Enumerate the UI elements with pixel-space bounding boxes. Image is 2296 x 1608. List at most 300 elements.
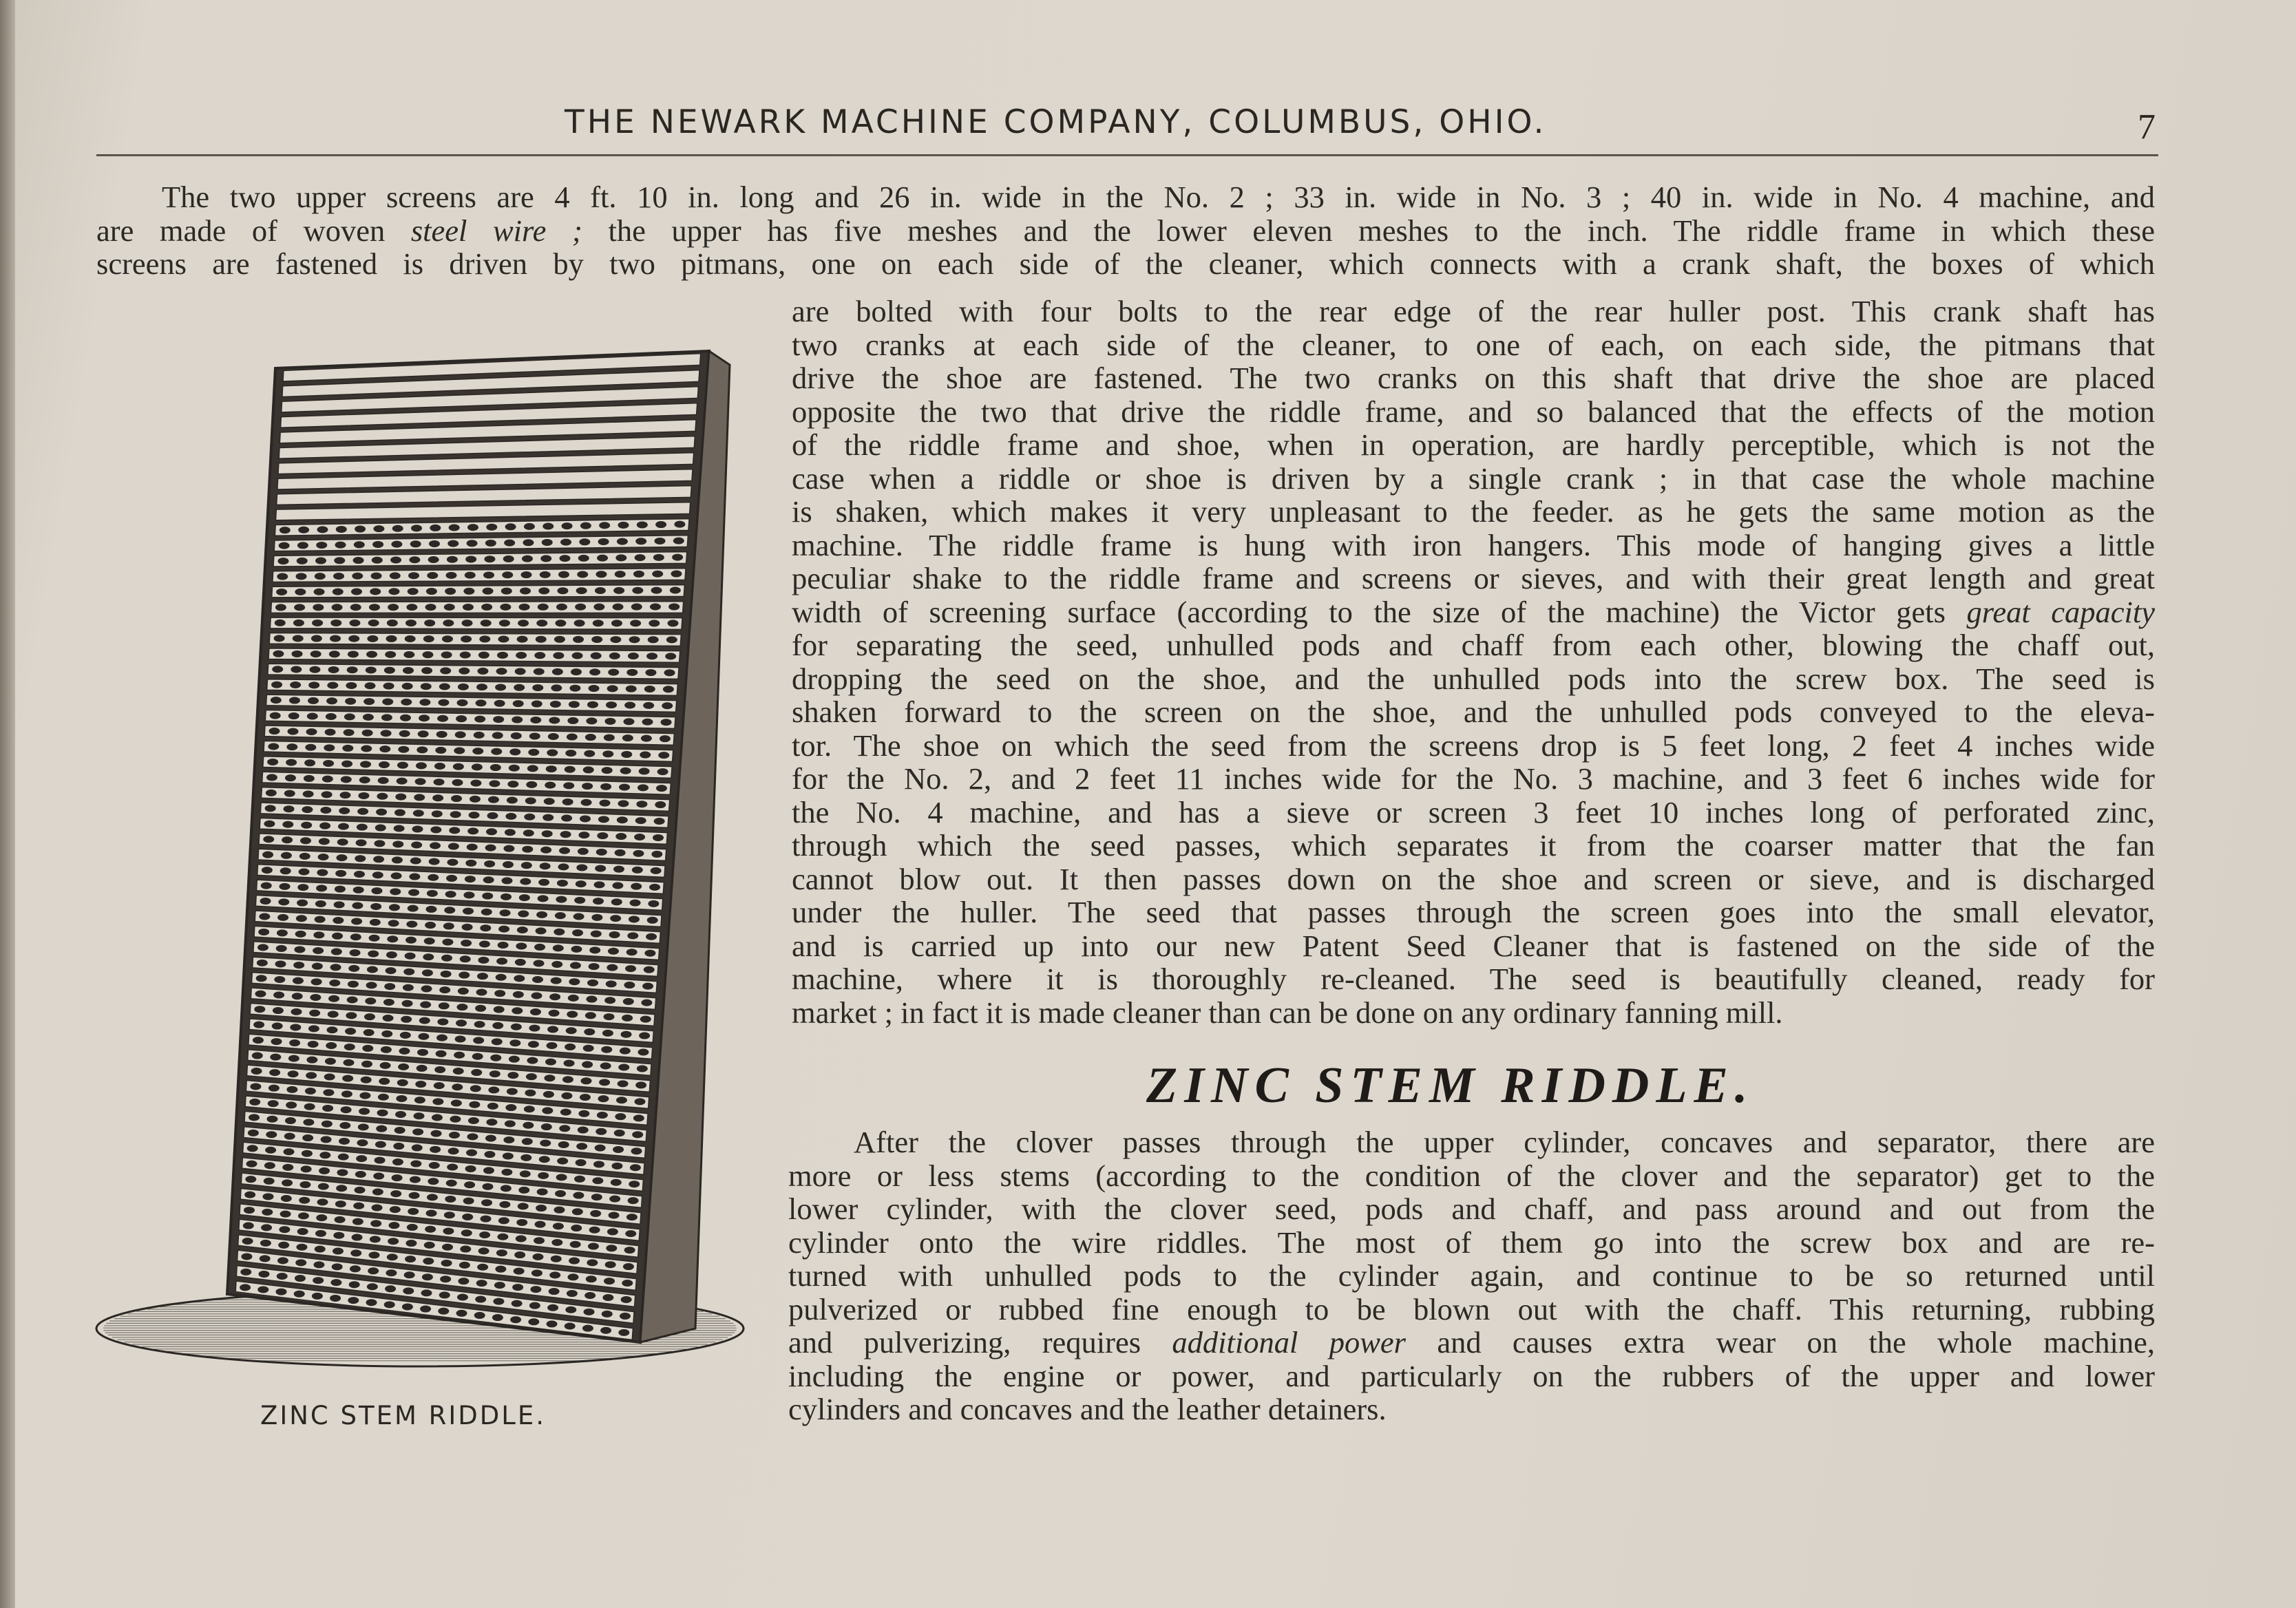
- perforation-hole: [589, 946, 600, 953]
- perforation-hole: [633, 571, 644, 578]
- perforation-hole: [288, 712, 299, 719]
- perforation-hole: [639, 768, 650, 774]
- perforation-hole: [570, 962, 581, 969]
- perforation-hole: [284, 805, 295, 812]
- perforation-hole: [271, 697, 282, 704]
- perforation-hole: [315, 900, 326, 907]
- perforation-hole: [402, 1303, 413, 1310]
- perforation-hole: [532, 976, 543, 983]
- perforation-hole: [388, 588, 399, 595]
- perforation-hole: [329, 650, 340, 657]
- perforation-hole: [408, 572, 419, 579]
- perforation-hole: [268, 1085, 280, 1092]
- perforation-hole: [463, 908, 474, 915]
- perforation-hole: [496, 974, 507, 981]
- text-line: width of screening surface (according to the size of the machine) the Victor gets great capacity: [792, 594, 2155, 629]
- figure-caption: ZINC STEM RIDDLE.: [260, 1401, 547, 1430]
- perforation-hole: [422, 1273, 433, 1280]
- perforation-hole: [432, 1114, 443, 1121]
- perforation-hole: [528, 1041, 539, 1048]
- perforation-hole: [436, 1050, 447, 1057]
- perforation-hole: [419, 715, 430, 721]
- perforation-hole: [326, 697, 337, 704]
- perforation-hole: [245, 1176, 256, 1183]
- perforation-hole: [339, 807, 350, 814]
- text-line: screens are fastened is driven by two pitmans, one on each side of the cleaner, which connects with a crank shaft, the boxes of which: [96, 246, 2155, 281]
- perforation-hole: [633, 1114, 644, 1121]
- perforation-hole: [509, 748, 520, 755]
- perforation-hole: [463, 1198, 474, 1205]
- perforation-hole: [299, 868, 310, 875]
- perforation-hole: [573, 636, 584, 643]
- perforation-hole: [366, 666, 377, 673]
- perforation-hole: [341, 1090, 352, 1097]
- perforation-hole: [442, 635, 453, 642]
- perforation-hole: [326, 713, 337, 720]
- perforation-hole: [467, 827, 478, 834]
- perforation-hole: [282, 836, 293, 843]
- perforation-hole: [518, 1203, 529, 1209]
- perforation-hole: [345, 698, 356, 705]
- perforation-hole: [367, 635, 378, 642]
- perforation-hole: [572, 653, 583, 659]
- perforation-hole: [484, 556, 495, 562]
- perforation-hole: [544, 1075, 555, 1081]
- perforation-hole: [269, 1069, 280, 1076]
- perforation-hole: [332, 604, 343, 611]
- perforation-hole: [429, 1162, 440, 1169]
- perforation-hole: [571, 668, 582, 675]
- perforation-hole: [495, 1266, 506, 1273]
- perforation-hole: [419, 699, 430, 706]
- perforation-hole: [275, 620, 286, 626]
- perforation-hole: [357, 824, 368, 831]
- perforation-hole: [415, 778, 426, 785]
- perforation-hole: [379, 1078, 390, 1085]
- perforation-hole: [583, 766, 594, 773]
- perforation-hole: [477, 973, 488, 980]
- perforation-hole: [300, 837, 311, 844]
- perforation-hole: [421, 1289, 432, 1296]
- perforation-hole: [412, 1128, 423, 1135]
- perforation-hole: [467, 1133, 478, 1140]
- perforation-hole: [264, 1162, 275, 1169]
- perforation-hole: [443, 1227, 454, 1234]
- perforation-hole: [653, 834, 664, 841]
- perforation-hole: [547, 1304, 558, 1311]
- perforation-hole: [430, 826, 441, 833]
- perforation-hole: [345, 1028, 356, 1035]
- perforation-hole: [266, 774, 277, 781]
- perforation-hole: [275, 604, 286, 611]
- perforation-hole: [355, 855, 366, 862]
- perforation-hole: [642, 983, 653, 990]
- perforation-hole: [326, 1026, 337, 1033]
- perforation-hole: [422, 969, 433, 976]
- perforation-hole: [497, 1234, 508, 1240]
- perforation-hole: [590, 1210, 601, 1217]
- perforation-hole: [510, 1316, 521, 1323]
- perforation-hole: [349, 620, 360, 626]
- text-line: two cranks at each side of the cleaner, to one of each, on each side, the pitmans that: [792, 327, 2155, 362]
- perforation-hole: [352, 902, 363, 909]
- perforation-hole: [529, 732, 540, 739]
- perforation-hole: [522, 846, 533, 853]
- perforation-hole: [645, 669, 656, 676]
- perforation-hole: [354, 1187, 365, 1194]
- perforation-hole: [413, 810, 424, 816]
- perforation-hole: [477, 1264, 488, 1271]
- perforation-hole: [626, 686, 637, 692]
- perforation-hole: [524, 523, 535, 530]
- perforation-hole: [311, 978, 322, 985]
- perforation-hole: [565, 1323, 576, 1330]
- perforation-hole: [597, 1112, 608, 1119]
- text-line: shaken forward to the screen on the shoe, and the unhulled pods conveyed to the eleva-: [792, 695, 2155, 729]
- perforation-hole: [426, 588, 437, 595]
- perforation-hole: [542, 830, 553, 837]
- perforation-hole: [627, 932, 638, 939]
- perforation-hole: [385, 1285, 396, 1292]
- perforation-hole: [461, 635, 472, 642]
- perforation-hole: [543, 814, 554, 821]
- perforation-hole: [547, 1026, 558, 1033]
- perforation-hole: [373, 1173, 384, 1180]
- perforation-hole: [640, 1016, 651, 1023]
- perforation-hole: [390, 1206, 401, 1213]
- perforation-hole: [601, 1046, 612, 1053]
- perforation-hole: [468, 1117, 479, 1124]
- perforation-hole: [441, 971, 452, 977]
- perforation-hole: [516, 1236, 527, 1242]
- perforation-hole: [494, 1006, 505, 1013]
- perforation-hole: [538, 604, 549, 611]
- perforation-hole: [615, 849, 626, 856]
- perforation-hole: [438, 699, 449, 706]
- perforation-hole: [333, 573, 344, 580]
- perforation-hole: [665, 653, 676, 659]
- perforation-hole: [596, 571, 607, 578]
- perforation-hole: [618, 522, 629, 529]
- perforation-hole: [332, 1263, 343, 1270]
- perforation-hole: [609, 653, 620, 659]
- perforation-hole: [594, 881, 605, 888]
- perforation-hole: [602, 1030, 613, 1037]
- perforation-hole: [434, 1082, 445, 1089]
- perforation-hole: [600, 1063, 611, 1070]
- perforation-hole: [487, 812, 498, 819]
- perforation-hole: [242, 1238, 253, 1245]
- perforation-hole: [406, 620, 417, 626]
- perforation-hole: [519, 604, 530, 611]
- perforation-hole: [509, 765, 520, 772]
- perforation-hole: [243, 1223, 254, 1229]
- perforation-hole: [449, 1132, 460, 1139]
- perforation-hole: [353, 887, 364, 893]
- perforation-hole: [493, 716, 504, 723]
- perforation-hole: [271, 1038, 282, 1045]
- perforation-hole: [624, 1247, 635, 1253]
- text-line: are bolted with four bolts to the rear edge of the rear huller post. This crank shaft has: [792, 294, 2155, 328]
- perforation-hole: [298, 527, 309, 533]
- perforation-hole: [605, 1261, 616, 1268]
- perforation-hole: [553, 944, 564, 951]
- perforation-hole: [604, 997, 615, 1004]
- perforation-hole: [276, 945, 287, 952]
- perforation-hole: [524, 1106, 535, 1112]
- perforation-hole: [427, 572, 438, 579]
- perforation-hole: [341, 776, 352, 783]
- perforation-hole: [315, 573, 326, 580]
- perforation-hole: [392, 840, 403, 847]
- perforation-hole: [547, 1042, 558, 1049]
- perforation-hole: [621, 1031, 632, 1038]
- perforation-hole: [567, 1273, 578, 1280]
- perforation-hole: [370, 903, 381, 910]
- perforation-hole: [449, 827, 460, 834]
- perforation-hole: [296, 573, 307, 580]
- perforation-hole: [395, 794, 406, 801]
- perforation-hole: [514, 975, 525, 982]
- perforation-hole: [330, 635, 341, 642]
- perforation-hole: [261, 882, 272, 889]
- perforation-hole: [454, 1052, 465, 1059]
- perforation-hole: [312, 1293, 323, 1300]
- perforation-hole: [397, 762, 408, 769]
- perforation-hole: [492, 1038, 503, 1045]
- perforation-hole: [484, 1151, 495, 1158]
- perforation-hole: [394, 825, 405, 832]
- perforation-hole: [430, 1146, 441, 1153]
- perforation-hole: [496, 668, 507, 675]
- perforation-hole: [400, 1032, 411, 1039]
- perforation-hole: [289, 1039, 300, 1046]
- perforation-hole: [441, 1260, 452, 1267]
- perforation-hole: [522, 1138, 533, 1145]
- perforation-hole: [579, 538, 590, 545]
- perforation-hole: [356, 1155, 367, 1162]
- perforation-hole: [424, 620, 435, 626]
- perforation-hole: [298, 1212, 309, 1219]
- perforation-hole: [505, 813, 516, 820]
- perforation-hole: [580, 815, 591, 822]
- perforation-hole: [672, 554, 683, 561]
- perforation-hole: [586, 717, 597, 724]
- perforation-hole: [375, 1141, 386, 1148]
- perforation-hole: [383, 683, 394, 690]
- perforation-hole: [648, 636, 659, 643]
- perforation-hole: [597, 832, 608, 839]
- perforation-hole: [651, 587, 662, 594]
- perforation-hole: [268, 743, 279, 750]
- perforation-hole: [445, 588, 456, 595]
- perforation-hole: [390, 572, 401, 579]
- perforation-hole: [335, 1200, 346, 1207]
- perforation-hole: [275, 960, 286, 967]
- perforation-hole: [576, 1143, 587, 1150]
- perforation-hole: [488, 1086, 499, 1093]
- text-line: of the riddle frame and shoe, when in operation, are hardly perceptible, which is not the: [792, 427, 2155, 462]
- perforation-hole: [381, 714, 392, 721]
- perforation-hole: [367, 966, 378, 973]
- perforation-hole: [623, 998, 634, 1005]
- perforation-hole: [589, 963, 600, 970]
- perforation-hole: [549, 993, 560, 1000]
- perforation-hole: [278, 898, 289, 905]
- perforation-hole: [334, 901, 345, 908]
- perforation-hole: [360, 761, 371, 768]
- perforation-hole: [470, 780, 481, 787]
- perforation-hole: [606, 1245, 617, 1251]
- perforation-hole: [621, 1296, 632, 1303]
- perforation-hole: [350, 1265, 361, 1272]
- perforation-hole: [304, 1103, 315, 1110]
- perforation-hole: [511, 732, 522, 739]
- perforation-hole: [660, 735, 671, 742]
- perforation-hole: [442, 1244, 453, 1251]
- perforation-hole: [549, 1010, 560, 1017]
- perforation-hole: [405, 953, 416, 960]
- perforation-hole: [342, 1075, 353, 1082]
- perforation-hole: [641, 999, 652, 1006]
- perforation-hole: [536, 911, 547, 918]
- perforation-hole: [432, 810, 443, 817]
- perforation-hole: [375, 825, 386, 832]
- perforation-hole: [366, 1299, 377, 1306]
- perforation-hole: [554, 636, 565, 643]
- perforation-hole: [288, 1070, 299, 1077]
- perforation-hole: [663, 686, 674, 692]
- perforation-hole: [513, 700, 524, 707]
- perforation-hole: [306, 728, 317, 735]
- perforation-hole: [348, 650, 359, 657]
- perforation-hole: [613, 587, 624, 594]
- perforation-hole: [530, 1286, 541, 1293]
- perforation-hole: [460, 1246, 471, 1253]
- perforation-hole: [541, 1123, 552, 1130]
- perforation-hole: [591, 914, 602, 921]
- perforation-hole: [440, 667, 451, 674]
- perforation-hole: [622, 1015, 633, 1022]
- perforation-hole: [626, 669, 638, 676]
- perforation-hole: [646, 653, 657, 659]
- perforation-hole: [348, 965, 359, 972]
- perforation-hole: [591, 636, 602, 643]
- perforation-hole: [417, 1065, 428, 1072]
- perforation-hole: [459, 668, 470, 675]
- perforation-hole: [392, 1174, 403, 1181]
- perforation-hole: [584, 750, 595, 757]
- perforation-hole: [578, 832, 589, 838]
- perforation-hole: [602, 1311, 613, 1318]
- perforation-hole: [330, 964, 341, 971]
- perforation-hole: [611, 620, 622, 626]
- perforation-hole: [584, 1292, 596, 1299]
- perforation-hole: [332, 933, 343, 940]
- perforation-hole: [294, 1291, 305, 1298]
- perforation-hole: [272, 1023, 283, 1030]
- perforation-hole: [393, 1143, 404, 1150]
- perforation-hole: [391, 872, 402, 879]
- perforation-hole: [312, 963, 323, 970]
- perforation-hole: [472, 763, 483, 770]
- perforation-hole: [522, 556, 533, 562]
- perforation-hole: [518, 620, 529, 626]
- perforation-hole: [505, 829, 516, 836]
- perforation-hole: [569, 701, 580, 708]
- perforation-hole: [482, 1183, 493, 1190]
- perforation-hole: [423, 1258, 434, 1265]
- perforation-hole: [363, 714, 374, 721]
- perforation-hole: [259, 913, 270, 920]
- perforation-hole: [635, 1081, 646, 1088]
- perforation-hole: [532, 1253, 543, 1260]
- perforation-hole: [416, 762, 427, 769]
- perforation-hole: [302, 806, 313, 813]
- perforation-hole: [576, 864, 587, 871]
- perforation-hole: [397, 778, 408, 785]
- perforation-hole: [455, 731, 466, 738]
- perforation-hole: [583, 1045, 594, 1052]
- perforation-hole: [495, 684, 506, 690]
- perforation-hole: [582, 1325, 593, 1332]
- perforation-hole: [384, 983, 395, 990]
- perforation-hole: [572, 929, 583, 936]
- perforation-hole: [483, 571, 494, 578]
- perforation-hole: [351, 589, 362, 595]
- perforation-hole: [555, 912, 566, 919]
- perforation-hole: [352, 573, 363, 580]
- perforation-hole: [428, 556, 439, 563]
- perforation-hole: [539, 1156, 550, 1163]
- perforation-hole: [523, 539, 534, 546]
- perforation-hole: [361, 1061, 372, 1068]
- perforation-hole: [321, 1136, 332, 1143]
- perforation-hole: [458, 1278, 469, 1284]
- perforation-hole: [452, 1083, 463, 1090]
- perforation-hole: [575, 604, 586, 611]
- perforation-hole: [604, 718, 615, 725]
- perforation-hole: [502, 571, 513, 578]
- perforation-hole: [492, 732, 503, 739]
- perforation-hole: [325, 1058, 336, 1065]
- perforation-hole: [357, 1139, 368, 1146]
- perforation-hole: [315, 558, 326, 564]
- perforation-hole: [460, 651, 471, 658]
- perforation-hole: [546, 765, 557, 772]
- perforation-hole: [410, 1161, 421, 1167]
- perforation-hole: [529, 1025, 540, 1032]
- perforation-hole: [405, 1256, 416, 1262]
- perforation-hole: [593, 1161, 604, 1167]
- perforation-hole: [523, 829, 534, 836]
- perforation-hole: [625, 965, 636, 972]
- perforation-hole: [476, 1280, 487, 1287]
- perforation-hole: [268, 1100, 279, 1107]
- perforation-hole: [335, 542, 346, 549]
- perforation-hole: [414, 1097, 425, 1103]
- perforation-hole: [481, 620, 492, 626]
- perforation-hole: [543, 522, 554, 529]
- perforation-hole: [646, 933, 657, 940]
- perforation-hole: [485, 1135, 496, 1142]
- perforation-hole: [267, 1116, 278, 1123]
- perforation-hole: [486, 1119, 497, 1125]
- perforation-hole: [489, 1070, 501, 1077]
- perforation-hole: [275, 1289, 286, 1295]
- perforation-hole: [241, 1253, 252, 1260]
- perforation-hole: [563, 782, 574, 789]
